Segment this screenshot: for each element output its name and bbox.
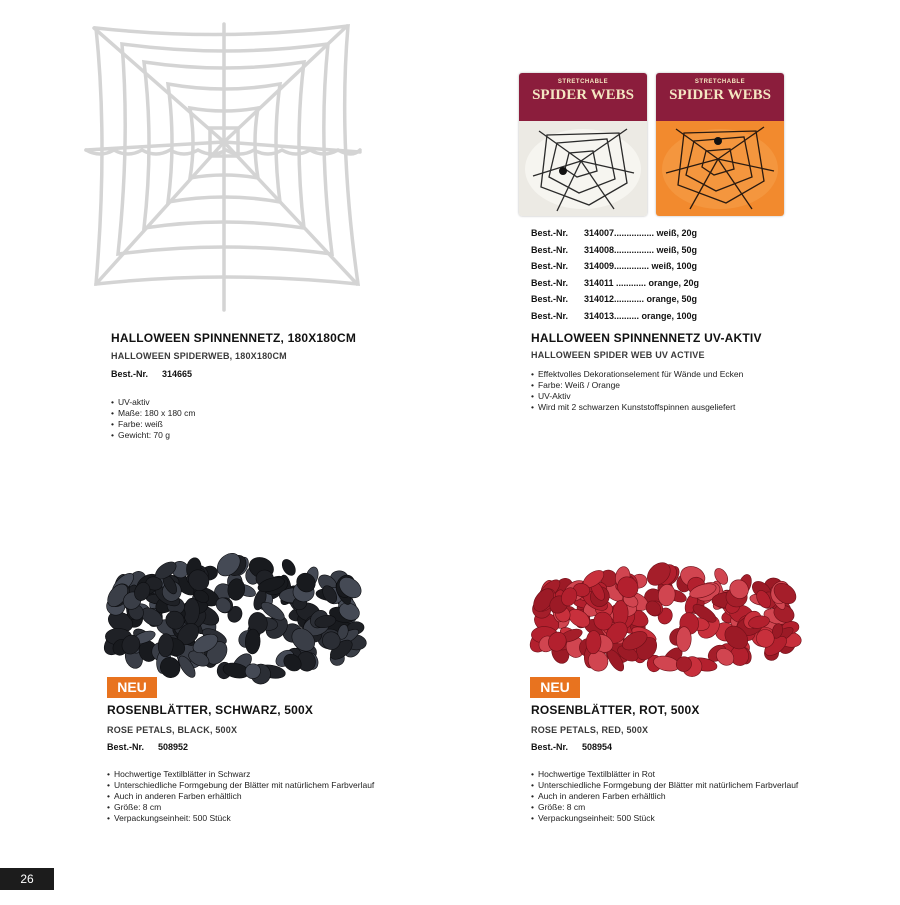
order-label: Best.-Nr. (531, 244, 569, 255)
product-title: ROSENBLÄTTER, SCHWARZ, 500X (107, 703, 314, 717)
order-label: Best.-Nr. (107, 742, 145, 752)
list-item: • Verpackungseinheit: 500 Stück (531, 813, 798, 824)
order-value: 508954 (582, 742, 613, 752)
order-number (531, 742, 612, 752)
order-value: 314008................ weiß, 50g (584, 244, 698, 255)
list-item: • Farbe: Weiß / Orange (531, 380, 743, 391)
list-item: • Auch in anderen Farben erhältlich (531, 791, 798, 802)
product-title: HALLOWEEN SPINNENNETZ, 180X180CM (111, 331, 357, 345)
list-item: • Größe: 8 cm (531, 802, 798, 813)
black-rose-petals-image (92, 548, 384, 690)
page-number: 26 (0, 868, 54, 890)
product-subtitle: HALLOWEEN SPIDERWEB, 180X180CM (111, 351, 287, 361)
feature-list (111, 397, 195, 441)
feature-list (107, 769, 374, 824)
table-row (531, 258, 699, 275)
order-label: Best.-Nr. (531, 310, 569, 321)
table-row (531, 225, 699, 242)
list-item: • Farbe: weiß (111, 419, 195, 430)
order-number (111, 369, 192, 379)
list-item: • Maße: 180 x 180 cm (111, 408, 195, 419)
web-graphic-icon (519, 121, 647, 216)
red-rose-petals-image (517, 560, 820, 680)
order-value: 314013.......... orange, 100g (584, 310, 698, 321)
order-label: Best.-Nr. (531, 228, 569, 238)
feature-list (531, 769, 798, 824)
web-graphic-icon (656, 121, 784, 216)
product-title: ROSENBLÄTTER, ROT, 500X (531, 703, 700, 717)
bag-label-small: STRETCHABLE (694, 79, 746, 85)
list-item: • Unterschiedliche Formgebung der Blätter mit natürlichem Farbverlauf (107, 780, 374, 791)
bag-label-big: SPIDER WEBS (532, 87, 634, 103)
order-value: 314007................ weiß, 20g (584, 228, 698, 238)
product-subtitle: HALLOWEEN SPIDER WEB UV ACTIVE (531, 350, 705, 360)
order-label: Best.-Nr. (531, 277, 569, 288)
list-item: • UV-Aktiv (531, 391, 743, 402)
list-item: • Unterschiedliche Formgebung der Blätter mit natürlichem Farbverlauf (531, 780, 798, 791)
bag-label-small: STRETCHABLE (557, 79, 609, 85)
new-badge: NEU (107, 677, 157, 698)
order-number (107, 742, 188, 752)
order-label: Best.-Nr. (531, 294, 569, 305)
spiderweb-bag-orange-image (656, 73, 784, 216)
order-value: 508952 (158, 742, 189, 752)
list-item: • Effektvolles Dekorationselement für Wände und Ecken (531, 369, 743, 380)
petal (280, 557, 299, 578)
list-item: • Gewicht: 70 g (111, 430, 195, 441)
order-value: 314011 ............ orange, 20g (584, 277, 700, 288)
order-table (531, 225, 699, 325)
bag-label-big: SPIDER WEBS (669, 87, 771, 103)
spiderweb-image (82, 22, 367, 317)
product-subtitle: ROSE PETALS, BLACK, 500X (107, 725, 238, 735)
table-row (531, 242, 699, 259)
list-item: • Hochwertige Textilblätter in Rot (531, 769, 798, 780)
table-row (531, 308, 699, 325)
list-item: • Hochwertige Textilblätter in Schwarz (107, 769, 374, 780)
product-title: HALLOWEEN SPINNENNETZ UV-AKTIV (531, 331, 762, 345)
order-value: 314012............ orange, 50g (584, 294, 698, 305)
new-badge: NEU (530, 677, 580, 698)
product-subtitle: ROSE PETALS, RED, 500X (531, 725, 649, 735)
table-row (531, 291, 699, 308)
order-label: Best.-Nr. (531, 261, 569, 272)
list-item: • Verpackungseinheit: 500 Stück (107, 813, 374, 824)
order-value: 314665 (162, 369, 193, 379)
list-item: • Auch in anderen Farben erhältlich (107, 791, 374, 802)
order-label: Best.-Nr. (111, 369, 149, 379)
order-value: 314009.............. weiß, 100g (584, 261, 698, 272)
list-item: • UV-aktiv (111, 397, 195, 408)
spiderweb-bag-white-image (519, 73, 647, 216)
list-item: • Größe: 8 cm (107, 802, 374, 813)
list-item: • Wird mit 2 schwarzen Kunststoffspinnen ausgeliefert (531, 402, 743, 413)
order-label: Best.-Nr. (531, 742, 569, 752)
table-row (531, 275, 699, 292)
feature-list (531, 369, 743, 413)
